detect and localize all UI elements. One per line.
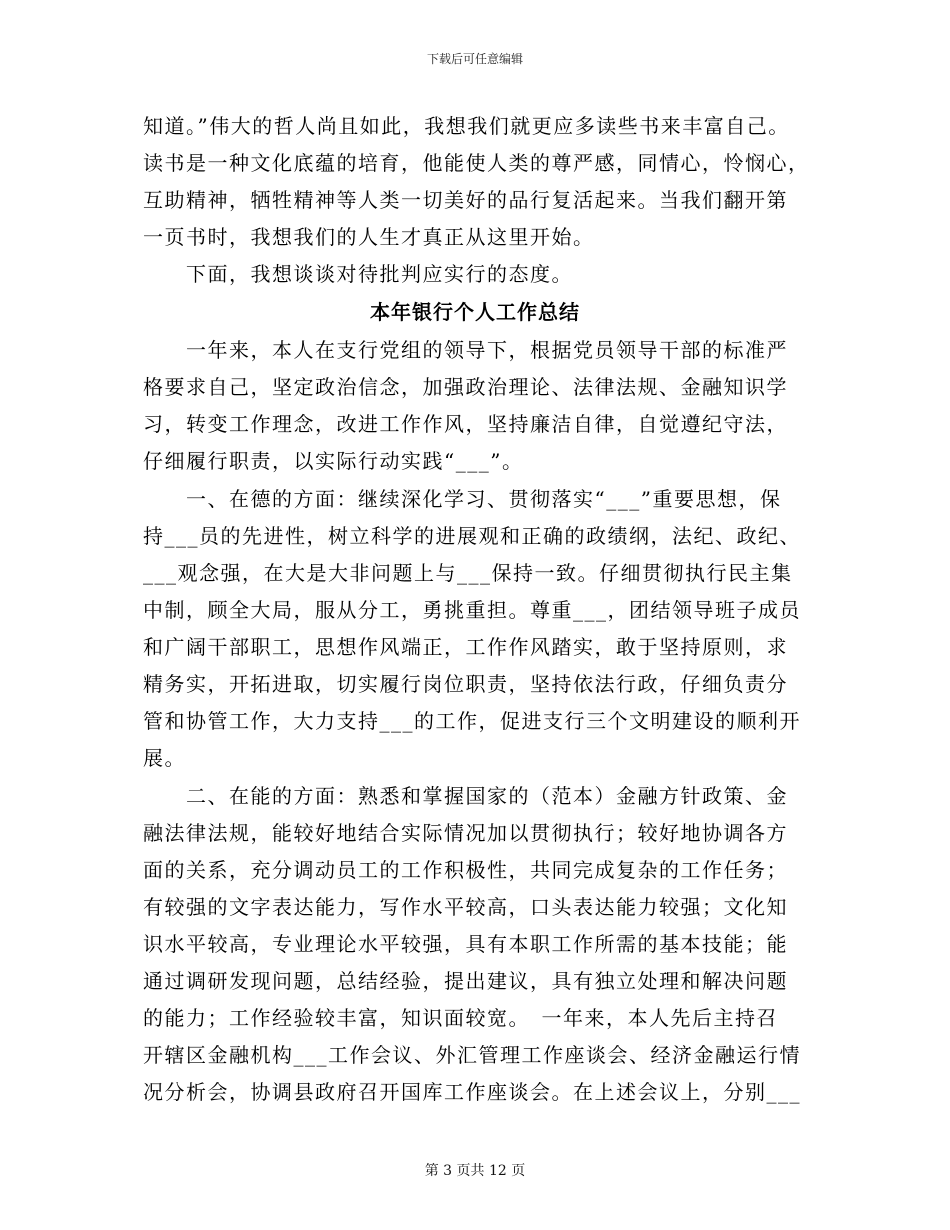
text-line: 况分析会，协调县政府召开国库工作座谈会。在上述会议上，分别___ [143,1080,801,1104]
text-line: 一、在德的方面：继续深化学习、贯彻落实“___”重要思想，保 [186,487,782,511]
text-line: 二、在能的方面：熟悉和掌握国家的（范本）金融方针政策、金 [186,784,788,808]
text-line: 格要求自己，坚定政治信念，加强政治理论、法律法规、金融知识学 [143,375,788,399]
text-line: 中制，顾全大局，服从分工，勇挑重担。尊重___，团结领导班子成员 [143,598,801,622]
text-line: 精务实，开拓进取，切实履行岗位职责，坚持依法行政，仔细负责分 [143,672,788,696]
text-line: 一页书时，我想我们的人生才真正从这里开始。 [143,225,595,249]
text-line: 知道。”伟大的哲人尚且如此，我想我们就更应多读些书来丰富自己。 [143,114,790,138]
text-line: 通过调研发现问题，总结经验，提出建议，具有独立处理和解决问题 [143,969,788,993]
text-line: 习，转变工作理念，改进工作作风，坚持廉洁自律，自觉遵纪守法， [143,412,788,436]
text-line: 面的关系，充分调动员工的工作积极性，共同完成复杂的工作任务； [143,858,788,882]
text-line: 读书是一种文化底蕴的培育，他能使人类的尊严感，同情心，怜悯心， [143,151,810,175]
text-line: 持___员的先进性，树立科学的进展观和正确的政绩纲，法纪、政纪、 [143,524,801,548]
text-line: 识水平较高，专业理论水平较强，具有本职工作所需的基本技能；能 [143,932,788,956]
text-line: 互助精神，牺牲精神等人类一切美好的品行复活起来。当我们翻开第 [143,188,788,212]
text-line: 展。 [143,746,186,770]
text-line: 管和协管工作，大力支持___的工作，促进支行三个文明建设的顺利开 [143,709,801,733]
page-header: 下载后可任意编辑 [426,52,523,66]
text-line: 一年来，本人在支行党组的领导下，根据党员领导干部的标准严 [186,338,788,362]
text-line: 下面，我想谈谈对待批判应实行的态度。 [186,262,573,286]
text-line: 仔细履行职责，以实际行动实践“___”。 [143,449,524,473]
text-line: 开辖区金融机构___工作会议、外汇管理工作座谈会、经济金融运行情 [143,1043,801,1067]
text-line: 有较强的文字表达能力，写作水平较高，口头表达能力较强；文化知 [143,895,788,919]
section-title: 本年银行个人工作总结 [370,300,580,324]
text-line: 和广阔干部职工，思想作风端正，工作作风踏实，敢于坚持原则，求 [143,635,788,659]
page-footer: 第 3 页共 12 页 [424,1163,526,1179]
text-line: 融法律法规，能较好地结合实际情况加以贯彻执行；较好地协调各方 [143,821,788,845]
text-line: 的能力；工作经验较丰富，知识面较宽。 一年来，本人先后主持召 [143,1006,778,1030]
text-line: ___观念强，在大是大非问题上与___保持一致。仔细贯彻执行民主集 [143,561,793,585]
